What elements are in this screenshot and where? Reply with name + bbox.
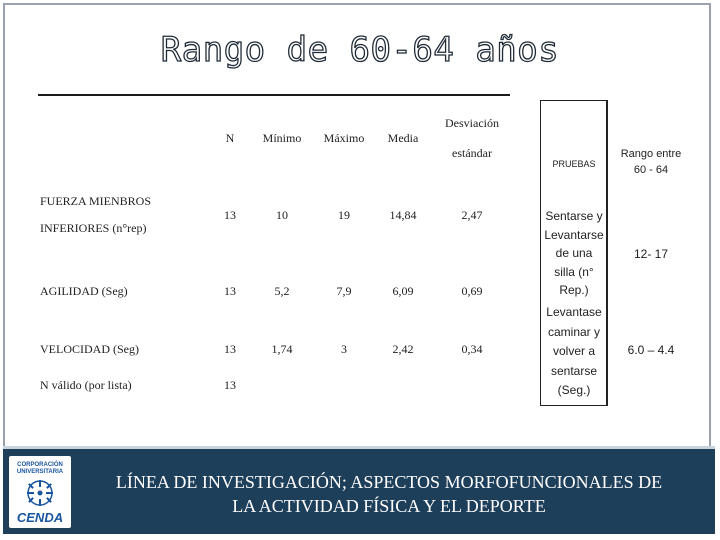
row-velocidad-label: VELOCIDAD (Seg)	[40, 342, 139, 356]
header-estandar: estándar	[452, 146, 492, 160]
test1-line: Levantarse	[544, 227, 604, 242]
row-velocidad-max: 3	[341, 342, 347, 356]
table-top-rule	[38, 94, 510, 96]
row-fuerza-max: 19	[338, 208, 350, 222]
test-sentarse-levantarse	[540, 207, 608, 300]
rango-header-line-2: 60 - 64	[633, 164, 669, 176]
row-agilidad-label: AGILIDAD (Seg)	[40, 284, 128, 298]
row-velocidad-min: 1,74	[271, 342, 293, 356]
logo-globe-icon	[22, 477, 58, 509]
test1-range: 12- 17	[633, 247, 669, 261]
row-nvalido-n: 13	[224, 378, 236, 392]
row-fuerza-label-1: FUERZA MIENBROS	[40, 194, 152, 208]
row-velocidad-media: 2,42	[392, 342, 414, 356]
research-line-text	[89, 470, 689, 518]
header-n: N	[225, 131, 235, 145]
row-fuerza-desv: 2,47	[461, 208, 483, 222]
test1-line: Sentarse y	[545, 209, 603, 223]
slide-title: Rango de 60-64 años	[160, 30, 560, 70]
test-levantase-caminar	[540, 303, 608, 401]
logo-subtitle-line-2: UNIVERSITARIA	[16, 469, 64, 475]
test2-line: Levantase	[546, 305, 602, 319]
header-media: Media	[387, 131, 419, 145]
research-line-1: LÍNEA DE INVESTIGACIÓN; ASPECTOS MORFOFUNCIONALES DE	[115, 472, 663, 492]
test1-line: de una	[555, 246, 593, 260]
row-fuerza-min: 10	[276, 208, 288, 222]
row-fuerza-media: 14,84	[389, 208, 417, 222]
test2-range: 6.0 – 4.4	[627, 343, 675, 357]
pruebas-table	[538, 100, 718, 410]
cenda-logo	[9, 456, 71, 528]
row-fuerza-label-2: INFERIORES (n°rep)	[40, 221, 147, 235]
logo-subtitle-line-1: CORPORACIÓN	[17, 462, 63, 468]
row-agilidad-min: 5,2	[274, 284, 290, 298]
row-nvalido-label: N válido (por lista)	[40, 378, 132, 392]
test2-line: (Seg.)	[557, 383, 591, 397]
rango-header	[618, 146, 684, 178]
header-minimo: Mínimo	[262, 131, 302, 145]
test1-line: Rep.)	[559, 283, 589, 297]
footer-banner	[3, 446, 715, 534]
footer-top-line	[3, 446, 715, 449]
row-velocidad-n: 13	[224, 342, 236, 356]
logo-cenda-text: CENDA	[16, 510, 64, 525]
row-agilidad-desv: 0,69	[461, 284, 483, 298]
header-maximo: Máximo	[323, 131, 365, 145]
test1-line: silla (n°	[554, 264, 594, 279]
row-velocidad-desv: 0,34	[461, 342, 483, 356]
header-desviacion: Desviación	[445, 116, 499, 130]
pruebas-header: PRUEBAS	[552, 159, 596, 169]
row-agilidad-max: 7,9	[336, 284, 352, 298]
rango-header-line-1: Rango entre	[620, 148, 682, 160]
row-agilidad-n: 13	[224, 284, 236, 298]
row-agilidad-media: 6,09	[392, 284, 414, 298]
row-fuerza-n: 13	[224, 208, 236, 222]
test2-line: volver a	[552, 344, 596, 358]
test2-line: sentarse	[550, 363, 598, 378]
research-line-2: LA ACTIVIDAD FÍSICA Y EL DEPORTE	[232, 496, 546, 516]
logo-subtitle	[9, 462, 71, 476]
test2-line: caminar y	[547, 324, 600, 339]
